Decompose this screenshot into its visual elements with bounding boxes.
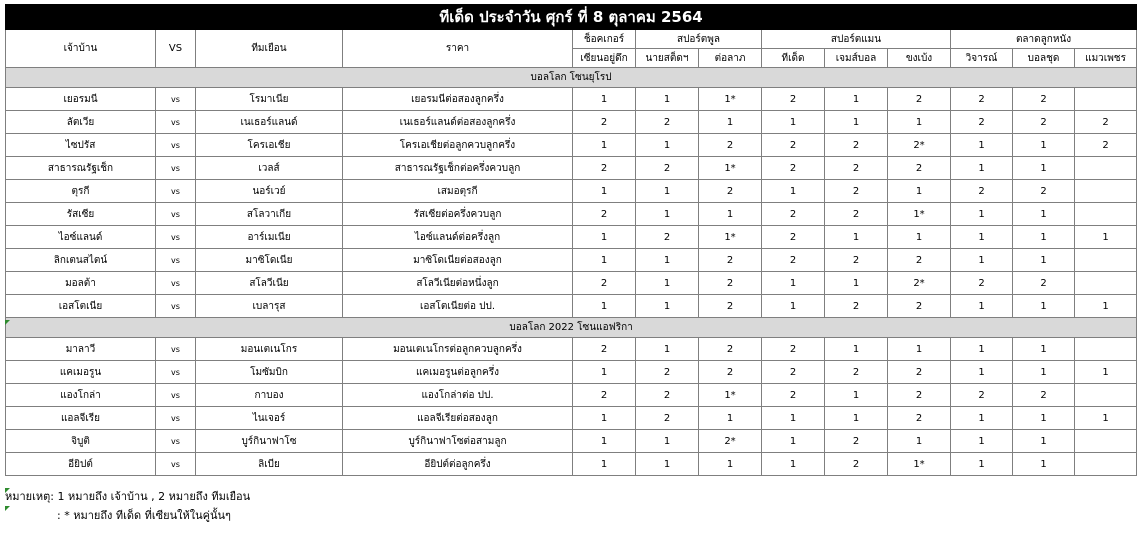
pick-cell: 2 <box>636 361 699 384</box>
pick-cell <box>1075 88 1137 111</box>
pick-cell: 1 <box>573 134 636 157</box>
pick-cell <box>1075 430 1137 453</box>
pick-cell: 1 <box>1075 407 1137 430</box>
pick-cell: 1 <box>951 338 1013 361</box>
away-team-cell: สโลวาเกีย <box>196 203 343 226</box>
away-team-cell: เนเธอร์แลนด์ <box>196 111 343 134</box>
pick-cell: 1 <box>825 338 888 361</box>
home-team-cell: แคเมอรูน <box>6 361 156 384</box>
match-row <box>6 295 1137 318</box>
pick-cell: 2* <box>888 134 951 157</box>
pick-cell: 1 <box>636 453 699 476</box>
away-team-cell: กาบอง <box>196 384 343 407</box>
home-team-cell: เยอรมนี <box>6 88 156 111</box>
price-cell: เสมอตุรกี <box>343 180 573 203</box>
pick-cell: 1 <box>951 430 1013 453</box>
away-team-cell: นอร์เวย์ <box>196 180 343 203</box>
away-team-cell: โมซัมบิก <box>196 361 343 384</box>
pick-cell <box>1075 453 1137 476</box>
pick-cell: 1 <box>888 338 951 361</box>
pick-cell: 2 <box>1013 180 1075 203</box>
header-group-shocker: ช็อคเกอร์ <box>573 30 636 49</box>
pick-cell: 2 <box>825 453 888 476</box>
match-row <box>6 88 1137 111</box>
pick-cell: 1 <box>1013 157 1075 180</box>
pick-cell: 2 <box>699 338 762 361</box>
pick-cell: 1 <box>573 430 636 453</box>
pick-cell <box>1075 384 1137 407</box>
pick-cell: 2 <box>1013 384 1075 407</box>
header-tipster: วิจารณ์ <box>951 49 1013 68</box>
home-team-cell: เอสโตเนีย <box>6 295 156 318</box>
away-team-cell: ลิเบีย <box>196 453 343 476</box>
pick-cell: 2 <box>825 180 888 203</box>
away-team-cell: บูร์กินาฟาโซ <box>196 430 343 453</box>
vs-cell: vs <box>156 249 196 272</box>
pick-cell: 1 <box>951 203 1013 226</box>
home-team-cell: ตุรกี <box>6 180 156 203</box>
pick-cell: 1 <box>699 203 762 226</box>
pick-cell: 2 <box>888 249 951 272</box>
pick-cell: 1 <box>699 111 762 134</box>
price-cell: บูร์กินาฟาโซต่อสามลูก <box>343 430 573 453</box>
table-body <box>6 68 1137 476</box>
price-cell: สโลวีเนียต่อหนึ่งลูก <box>343 272 573 295</box>
pick-cell: 2 <box>951 88 1013 111</box>
pick-cell: 2 <box>825 203 888 226</box>
away-team-cell: ไนเจอร์ <box>196 407 343 430</box>
pick-cell: 1 <box>825 272 888 295</box>
pick-cell: 1 <box>888 111 951 134</box>
header-tipster: บอลชุด <box>1013 49 1075 68</box>
pick-cell: 2 <box>951 111 1013 134</box>
pick-cell: 2 <box>1013 111 1075 134</box>
pick-cell: 2 <box>762 157 825 180</box>
match-row <box>6 338 1137 361</box>
away-team-cell: มาซิโดเนีย <box>196 249 343 272</box>
pick-cell: 1 <box>1013 407 1075 430</box>
pick-cell: 1 <box>762 430 825 453</box>
home-team-cell: อียิปต์ <box>6 453 156 476</box>
header-tipster: เจมส์บอล <box>825 49 888 68</box>
vs-cell: vs <box>156 338 196 361</box>
pick-cell: 2 <box>888 361 951 384</box>
pick-cell: 1 <box>699 453 762 476</box>
price-cell: โครเอเชียต่อลูกควบลูกครึ่ง <box>343 134 573 157</box>
pick-cell: 1 <box>1075 226 1137 249</box>
pick-cell: 1 <box>1013 134 1075 157</box>
header-tipster: แมวเพชร <box>1075 49 1137 68</box>
price-cell: แคเมอรูนต่อลูกครึ่ง <box>343 361 573 384</box>
price-cell: รัสเซียต่อครึ่งควบลูก <box>343 203 573 226</box>
pick-cell: 2 <box>888 88 951 111</box>
pick-cell: 1 <box>636 180 699 203</box>
price-cell: มาซิโดเนียต่อสองลูก <box>343 249 573 272</box>
header-group-market: ตลาดลูกหนัง <box>951 30 1137 49</box>
pick-cell: 2 <box>1075 134 1137 157</box>
pick-cell: 1 <box>762 180 825 203</box>
pick-cell: 2 <box>825 295 888 318</box>
pick-cell: 1 <box>1013 361 1075 384</box>
section-label: บอลโลก โซนยุโรป <box>6 68 1137 88</box>
pick-cell: 1 <box>636 249 699 272</box>
pick-cell: 1 <box>825 111 888 134</box>
pick-cell: 2 <box>888 384 951 407</box>
header-group-sportpool: สปอร์ตพูล <box>636 30 762 49</box>
pick-cell: 1 <box>573 249 636 272</box>
pick-cell <box>1075 157 1137 180</box>
price-cell: เอสโตเนียต่อ ปป. <box>343 295 573 318</box>
pick-cell: 2* <box>888 272 951 295</box>
header-tipster: ขงเบ้ง <box>888 49 951 68</box>
price-cell: อียิปต์ต่อลูกครึ่ง <box>343 453 573 476</box>
pick-cell: 1 <box>636 272 699 295</box>
away-team-cell: มอนเตเนโกร <box>196 338 343 361</box>
pick-cell: 1 <box>825 88 888 111</box>
pick-cell: 1 <box>573 407 636 430</box>
pick-cell: 1 <box>951 226 1013 249</box>
vs-cell: vs <box>156 88 196 111</box>
pick-cell: 1 <box>1075 361 1137 384</box>
pick-cell: 1 <box>1013 203 1075 226</box>
pick-cell: 1 <box>951 249 1013 272</box>
pick-cell: 1 <box>888 226 951 249</box>
vs-cell: vs <box>156 361 196 384</box>
pick-cell: 2 <box>951 180 1013 203</box>
home-team-cell: แอลจีเรีย <box>6 407 156 430</box>
price-cell: แอลจีเรียต่อสองลูก <box>343 407 573 430</box>
header-tipster: เซียนอยู่ดึก <box>573 49 636 68</box>
match-row <box>6 453 1137 476</box>
pick-cell: 2 <box>825 361 888 384</box>
pick-cell: 2 <box>1013 88 1075 111</box>
pick-cell: 1 <box>888 430 951 453</box>
pick-cell: 2 <box>699 249 762 272</box>
vs-cell: vs <box>156 384 196 407</box>
pick-cell: 2 <box>888 295 951 318</box>
pick-cell: 2 <box>762 361 825 384</box>
vs-cell: vs <box>156 226 196 249</box>
pick-cell: 2 <box>573 384 636 407</box>
pick-cell: 1 <box>825 384 888 407</box>
pick-cell: 2 <box>951 384 1013 407</box>
pick-cell: 1 <box>573 180 636 203</box>
match-row <box>6 157 1137 180</box>
pick-cell: 2 <box>1013 272 1075 295</box>
pick-cell: 1 <box>573 226 636 249</box>
pick-cell: 2 <box>699 180 762 203</box>
pick-cell: 1 <box>951 407 1013 430</box>
pick-cell: 1 <box>573 361 636 384</box>
pick-cell: 2 <box>573 111 636 134</box>
match-row <box>6 430 1137 453</box>
vs-cell: vs <box>156 111 196 134</box>
comment-marker-icon <box>5 506 10 511</box>
home-team-cell: แองโกล่า <box>6 384 156 407</box>
price-cell: เยอรมนีต่อสองลูกครึ่ง <box>343 88 573 111</box>
comment-marker-icon <box>5 320 10 325</box>
away-team-cell: โรมาเนีย <box>196 88 343 111</box>
pick-cell: 1 <box>951 295 1013 318</box>
pick-cell: 1 <box>1013 338 1075 361</box>
pick-cell: 1 <box>762 453 825 476</box>
pick-cell: 1 <box>888 180 951 203</box>
pick-cell: 2 <box>636 111 699 134</box>
pick-cell: 1 <box>1075 295 1137 318</box>
header-tipster: นายสต็ดฯ <box>636 49 699 68</box>
pick-cell: 1 <box>636 430 699 453</box>
price-cell: สาธารณรัฐเช็กต่อครึ่งควบลูก <box>343 157 573 180</box>
pick-cell: 1 <box>951 134 1013 157</box>
pick-cell: 1 <box>636 203 699 226</box>
pick-cell: 2 <box>573 157 636 180</box>
home-team-cell: ไซปรัส <box>6 134 156 157</box>
pick-cell: 1 <box>636 88 699 111</box>
header-tipster: ต่อลาภ <box>699 49 762 68</box>
pick-cell: 2 <box>573 203 636 226</box>
home-team-cell: ลัตเวีย <box>6 111 156 134</box>
pick-cell: 2 <box>699 295 762 318</box>
pick-cell: 1* <box>888 203 951 226</box>
home-team-cell: จิบูติ <box>6 430 156 453</box>
pick-cell: 1 <box>762 407 825 430</box>
pick-cell <box>1075 203 1137 226</box>
pick-cell: 1* <box>699 384 762 407</box>
pick-cell: 2 <box>951 272 1013 295</box>
header-group-sportman: สปอร์ตแมน <box>762 30 951 49</box>
pick-cell: 2 <box>636 407 699 430</box>
pick-cell: 2 <box>636 157 699 180</box>
header-vs: VS <box>156 30 196 68</box>
pick-cell: 1 <box>951 157 1013 180</box>
pick-cell: 1 <box>762 272 825 295</box>
pick-cell: 2 <box>825 430 888 453</box>
pick-cell: 1 <box>951 453 1013 476</box>
vs-cell: vs <box>156 295 196 318</box>
vs-cell: vs <box>156 407 196 430</box>
pick-cell: 2 <box>762 384 825 407</box>
pick-cell: 2 <box>1075 111 1137 134</box>
pick-cell: 2 <box>825 157 888 180</box>
header-price: ราคา <box>343 30 573 68</box>
pick-cell: 2 <box>699 134 762 157</box>
pick-cell: 1 <box>636 338 699 361</box>
tips-table <box>5 4 1137 476</box>
pick-cell: 1 <box>825 226 888 249</box>
pick-cell: 1 <box>1013 430 1075 453</box>
vs-cell: vs <box>156 180 196 203</box>
footnote-legend: หมายเหตุ: 1 หมายถึง เจ้าบ้าน , 2 หมายถึง ทีมเยือน <box>5 490 251 503</box>
pick-cell: 2 <box>825 249 888 272</box>
match-row <box>6 407 1137 430</box>
section-label: บอลโลก 2022 โซนแอฟริกา <box>6 318 1137 338</box>
table-title: ทีเด็ด ประจำวัน ศุกร์ ที่ 8 ตุลาคม 2564 <box>6 5 1137 30</box>
pick-cell: 2 <box>888 157 951 180</box>
vs-cell: vs <box>156 134 196 157</box>
header-tipster: ทีเด็ด <box>762 49 825 68</box>
pick-cell <box>1075 249 1137 272</box>
pick-cell: 1 <box>573 88 636 111</box>
section-row <box>6 68 1137 88</box>
pick-cell: 2 <box>762 134 825 157</box>
pick-cell: 2 <box>888 407 951 430</box>
pick-cell: 2 <box>573 338 636 361</box>
away-team-cell: เบลารุส <box>196 295 343 318</box>
home-team-cell: มอลต้า <box>6 272 156 295</box>
footnotes <box>5 487 250 525</box>
pick-cell: 2 <box>699 272 762 295</box>
home-team-cell: ลิกเตนสไตน์ <box>6 249 156 272</box>
pick-cell <box>1075 180 1137 203</box>
pick-cell: 1 <box>636 295 699 318</box>
footnote-star: : * หมายถึง ทีเด็ด ที่เซียนให้ในคู่นั้นๆ <box>57 509 231 522</box>
pick-cell <box>1075 272 1137 295</box>
match-row <box>6 203 1137 226</box>
pick-cell: 2 <box>762 249 825 272</box>
pick-cell: 2* <box>699 430 762 453</box>
pick-cell: 1 <box>951 361 1013 384</box>
match-row <box>6 249 1137 272</box>
pick-cell: 2 <box>762 338 825 361</box>
pick-cell: 2 <box>573 272 636 295</box>
away-team-cell: สโลวีเนีย <box>196 272 343 295</box>
pick-cell: 2 <box>762 203 825 226</box>
pick-cell: 1 <box>1013 226 1075 249</box>
pick-cell: 2 <box>762 88 825 111</box>
match-row <box>6 134 1137 157</box>
pick-cell: 1 <box>762 295 825 318</box>
pick-cell: 2 <box>636 226 699 249</box>
pick-cell: 1 <box>573 295 636 318</box>
pick-cell <box>1075 338 1137 361</box>
pick-cell: 1 <box>573 453 636 476</box>
header-away: ทีมเยือน <box>196 30 343 68</box>
pick-cell: 1* <box>888 453 951 476</box>
price-cell: เนเธอร์แลนด์ต่อสองลูกครึ่ง <box>343 111 573 134</box>
pick-cell: 1* <box>699 157 762 180</box>
price-cell: มอนเตเนโกรต่อลูกควบลูกครึ่ง <box>343 338 573 361</box>
header-home: เจ้าบ้าน <box>6 30 156 68</box>
vs-cell: vs <box>156 430 196 453</box>
pick-cell: 1 <box>1013 453 1075 476</box>
pick-cell: 1* <box>699 88 762 111</box>
home-team-cell: มาลาวี <box>6 338 156 361</box>
pick-cell: 1 <box>762 111 825 134</box>
pick-cell: 1* <box>699 226 762 249</box>
vs-cell: vs <box>156 453 196 476</box>
pick-cell: 2 <box>699 361 762 384</box>
price-cell: แองโกล่าต่อ ปป. <box>343 384 573 407</box>
vs-cell: vs <box>156 203 196 226</box>
comment-marker-icon <box>5 488 10 493</box>
pick-cell: 2 <box>762 226 825 249</box>
match-row <box>6 272 1137 295</box>
home-team-cell: สาธารณรัฐเช็ก <box>6 157 156 180</box>
away-team-cell: อาร์เมเนีย <box>196 226 343 249</box>
pick-cell: 1 <box>699 407 762 430</box>
section-row <box>6 318 1137 338</box>
match-row <box>6 226 1137 249</box>
pick-cell: 1 <box>1013 295 1075 318</box>
home-team-cell: รัสเซีย <box>6 203 156 226</box>
match-row <box>6 384 1137 407</box>
vs-cell: vs <box>156 157 196 180</box>
pick-cell: 2 <box>825 134 888 157</box>
price-cell: ไอซ์แลนด์ต่อครึ่งลูก <box>343 226 573 249</box>
pick-cell: 1 <box>1013 249 1075 272</box>
away-team-cell: โครเอเชีย <box>196 134 343 157</box>
match-row <box>6 361 1137 384</box>
pick-cell: 1 <box>636 134 699 157</box>
match-row <box>6 180 1137 203</box>
home-team-cell: ไอซ์แลนด์ <box>6 226 156 249</box>
pick-cell: 1 <box>825 407 888 430</box>
match-row <box>6 111 1137 134</box>
vs-cell: vs <box>156 272 196 295</box>
pick-cell: 2 <box>636 384 699 407</box>
away-team-cell: เวลส์ <box>196 157 343 180</box>
